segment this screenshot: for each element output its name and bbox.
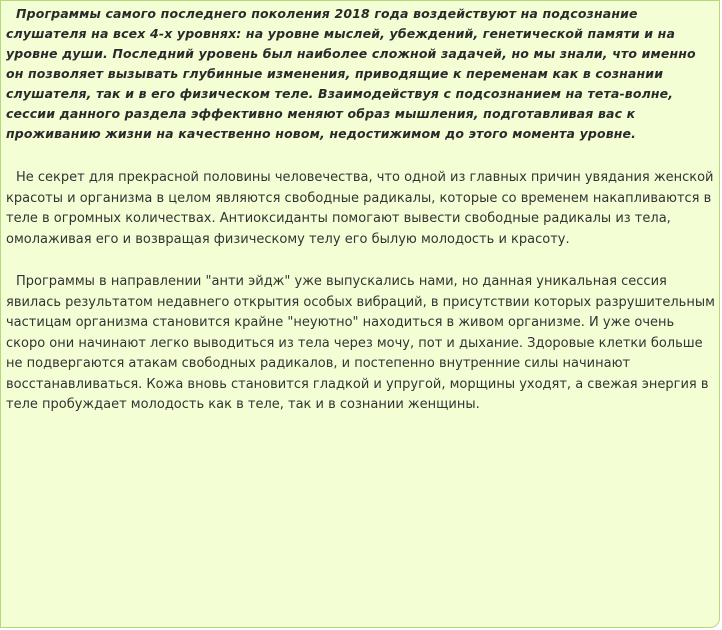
paragraph-spacer bbox=[6, 144, 716, 168]
paragraph-spacer bbox=[6, 250, 716, 272]
intro-paragraph: Программы самого последнего поколения 2018 года воздействуют на подсознание слушателя на всех 4-х уровнях: на уровне мыслей, убеждений, генетической памяти и на уровне души. Последний уровень был наиболее сложной задачей, но мы знали, что именно он позволяет вызывать глубинные изменения, приводящие к переменам как в сознании слушателя, так и в его физическом теле. Взаимодействуя с подсознанием на тета-волне, сессии данного раздела эффективно меняют образ мышления, подготавливая вас к проживанию жизни на качественно новом, недостижимом до этого момента уровне. bbox=[6, 6, 696, 141]
description-content bbox=[6, 4, 716, 416]
paragraph-free-radicals: Не секрет для прекрасной половины человечества, что одной из главных причин увядания женской красоты и организма в целом являются свободные радикалы, которые со временем накапливаются в теле в огромных количествах. Антиоксиданты помогают вывести свободные радикалы из тела, омолаживая его и возвращая физическому телу его былую молодость и красоту. bbox=[6, 170, 714, 247]
paragraph-anti-age-session: Программы в направлении "анти эйдж" уже выпускались нами, но данная уникальная сессия явилась результатом недавнего открытия особых вибраций, в присутствии которых разрушительным частицам организма становится крайне "неуютно" находиться в живом организме. И уже очень скоро они начинают легко выводиться из тела через мочу, пот и дыхание. Здоровые клетки больше не подвергаются атакам свободных радикалов, и постепенно внутренние силы начинают восстанавливаться. Кожа вновь становится гладкой и упругой, морщины уходят, а свежая энергия в теле пробуждает молодость как в теле, так и в сознании женщины. bbox=[6, 274, 715, 412]
